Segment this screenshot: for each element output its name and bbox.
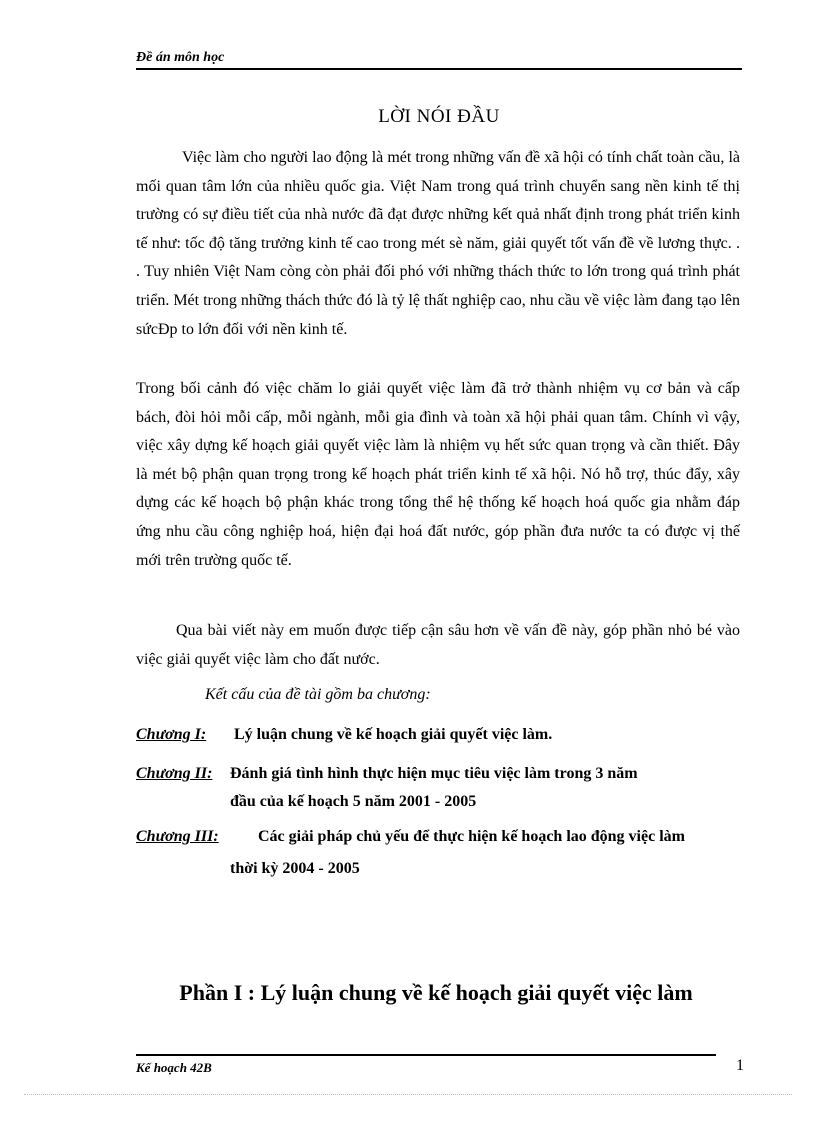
chapter-3-label: Chương III: <box>136 828 219 845</box>
footer-divider <box>136 1054 716 1056</box>
document-heading: LỜI NÓI ĐẦU <box>378 106 500 127</box>
chapter-2-title-line-2: đầu của kế hoạch 5 năm 2001 - 2005 <box>230 793 477 810</box>
header-divider <box>136 68 742 70</box>
chapter-1-label: Chương I: <box>136 726 207 743</box>
chapter-3 <box>136 823 776 883</box>
chapter-2 <box>136 760 776 820</box>
structure-intro: Kết cấu của đề tài gồm ba chương: <box>205 686 431 703</box>
chapter-3-title-line-1: Các giải pháp chủ yếu để thực hiện kế hoạch lao động việc làm <box>258 828 685 845</box>
chapter-2-label: Chương II: <box>136 765 213 782</box>
page-number: 1 <box>736 1057 744 1074</box>
chapter-3-title-line-2: thời kỳ 2004 - 2005 <box>230 860 360 877</box>
chapter-2-title-line-1: Đánh giá tình hình thực hiện mục tiêu việc làm trong 3 năm <box>230 765 638 782</box>
part-title: Phần I : Lý luận chung về kế hoạch giải quyết việc làm <box>179 980 693 1005</box>
chapter-1 <box>136 721 776 751</box>
paragraph-3: Qua bài viết này em muốn được tiếp cận sâu hơn về vấn đề này, góp phần nhỏ bé vào việc giải quyết việc làm cho đất nước. <box>136 622 740 668</box>
paragraph-2: Trong bối cảnh đó việc chăm lo giải quyết việc làm đã trở thành nhiệm vụ cơ bản và cấp bách, đòi hỏi mỗi cấp, mỗi ngành, mỗi gia đình và toàn xã hội phải quan tâm. Chính vì vậy, việc xây dựng kế hoạch giải quyết việc làm là nhiệm vụ hết sức quan trọng và cần thiết. Đây là mét bộ phận quan trọng trong kế hoạch phát triển kinh tế xã hội. Nó hỗ trợ, thúc đẩy, xây dựng các kế hoạch bộ phận khác trong tổng thể hệ thống kế hoạch hoá quốc gia nhằm đáp ứng nhu cầu công nghiệp hoá, hiện đại hoá đất nước, góp phần đưa nước ta có được vị thế mới trên trường quốc tế. <box>136 380 740 569</box>
paragraph-1: Việc làm cho người lao động là mét trong những vấn đề xã hội có tính chất toàn cầu, là mối quan tâm lớn của nhiều quốc gia. Việt Nam trong quá trình chuyển sang nền kinh tế thị trường có sự điều tiết của nhà nước đã đạt được những kết quả nhất định trong phát triển kinh tế như: tốc độ tăng trưởng kinh tế cao trong mét sè năm, giải quyết tốt vấn đề về lương thực. . . Tuy nhiên Việt Nam còng còn phải đối phó với những thách thức to lớn trong quá trình phát triển. Mét trong những thách thức đó là tỷ lệ thất nghiệp cao, nhu cầu về việc làm đang tạo lên sứcĐp to lớn đối với nền kinh tế. <box>136 149 740 338</box>
chapter-1-title: Lý luận chung về kế hoạch giải quyết việc làm. <box>234 726 553 743</box>
page-header-title: Đề án môn học <box>136 50 225 65</box>
page-break-line <box>24 1094 792 1095</box>
page-footer-text: Kế hoạch 42B <box>136 1060 212 1075</box>
